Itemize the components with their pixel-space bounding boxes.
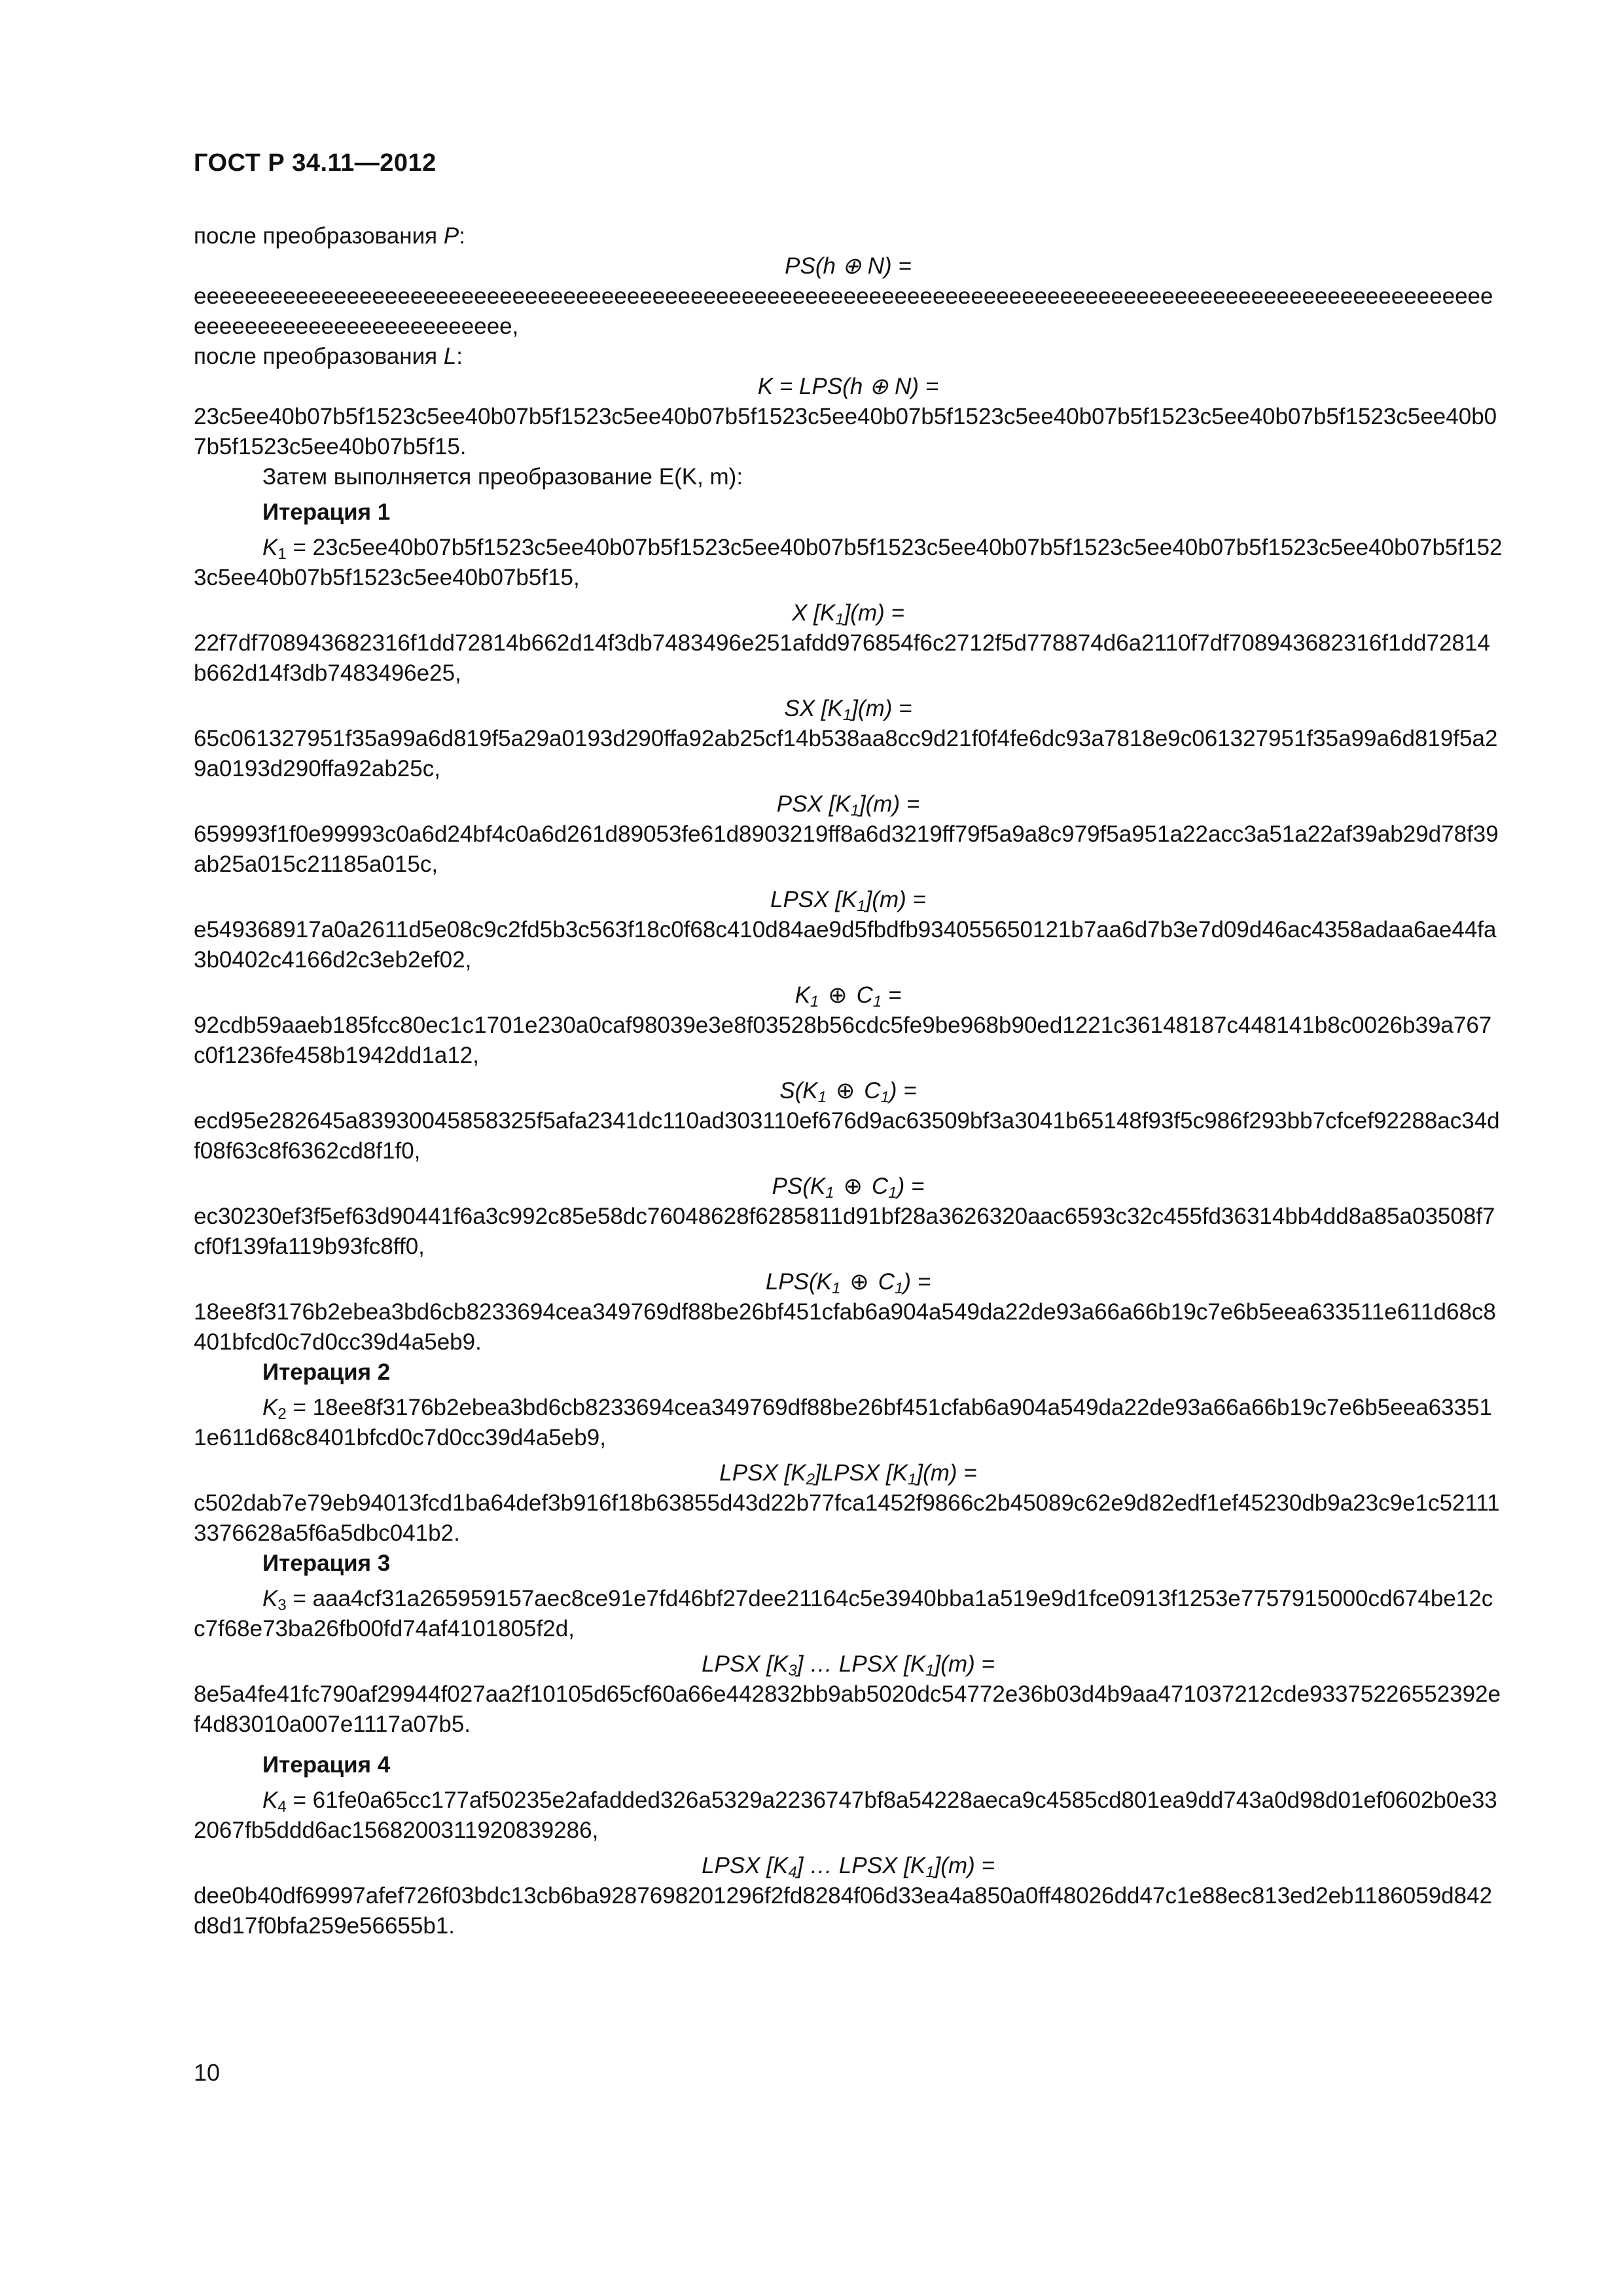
hex-value: c502dab7e79eb94013fcd1ba64def3b916f18b63855d43d22b77fca1452f9866c2b45089c62e9d82edf1ef45230db9a23c9e1c521113376628a5f6a5dbc041b2. [194, 1490, 1500, 1546]
formula-lpsx: LPSX $[K_1](m)$ = [770, 887, 926, 915]
key-k3: $K_3 = aaa4cf31a265959157aec8ce91e7fd46bf27dee21164c5e3940bba1a519e9d1fce0913f1253e7757915000cd674be12cc7f68e73ba26fb00fd74af41$01805f2d, [194, 1586, 1493, 1641]
formula-k1-xor-c1: $K_1$ ⊕ $C_1$ = [794, 982, 902, 1011]
document-body [194, 221, 1503, 1941]
formula-sx: SX $[K_1](m)$ = [784, 696, 912, 724]
formula-ps-k1-c1: $PS(K_1$ ⊕ $C_1$) = [772, 1174, 925, 1202]
formula-ps-hn: PS(h ⊕ N) = [785, 253, 912, 279]
key-k2: $K_2$ = 18ee8f3176b2ebea3bd6cb8233694cea349769df88be26bf451cfab6a904a549da22de93a66a66b19c7e6b5eea633511e611d68c8401bfcd0c7d0cc39d4a5eb9, [194, 1395, 1492, 1450]
key-k1: $K_1 = 23c5ee40b07b5f1523c5ee40b07b5f1523c5ee40b07b5f1523c5ee40b07b5f1523c5ee40b07b5f1523c5ee40b07b5f1523c5ee40b07b5f1523c5ee40$b07b5f15, [194, 535, 1503, 590]
key-k4: $K_4$ = 61fe0a65cc177af50235e2afadded326a5329a2236747bf8a54228aeca9c4585cd801ea9dd743a0d98d01ef0602b0e332067fb5ddd6ac1568200311920839286, [194, 1787, 1497, 1843]
iteration-heading: Итерация 1 [262, 499, 391, 525]
hex-value: 23c5ee40b07b5f1523c5ee40b07b5f1523c5ee40b07b5f1523c5ee40b07b5f1523c5ee40b07b5f1523c5ee40b07b5f1523c5ee40b07b5f1523c5ee40b07b5f15. [194, 404, 1497, 459]
page-number: 10 [194, 2059, 221, 2086]
document-header: ГОСТ Р 34.11—2012 [194, 149, 437, 177]
formula-lps-k1-c1: $LPS(K_1$ ⊕ $C_1$) = [765, 1269, 931, 1297]
formula-s-k1-c1: $S(K_1$ ⊕ $C_1$) = [779, 1078, 917, 1106]
formula-iteration-4: LPSX $[K_4]$ … LPSX $[K_1](m)$ = [702, 1853, 995, 1881]
formula-k-lps: K = LPS(h ⊕ N) = [757, 374, 939, 399]
iteration-heading: Итерация 2 [262, 1359, 391, 1385]
iteration-heading: Итерация 3 [262, 1551, 391, 1576]
formula-iteration-2: LPSX $[K_2]LPSX$ $[K_1](m)$ = [719, 1460, 977, 1488]
hex-value: ecd95e282645a83930045858325f5afa2341dc110ad303110ef676d9ac63509bf3a3041b65148f93f5c986f293bb7cfcef92288ac34df08f63c8f6362cd8f1f0, [194, 1108, 1500, 1164]
text-line: Затем выполняется преобразование E(K, m): [262, 464, 743, 490]
hex-value: 65c061327951f35a99a6d819f5a29a0193d290ffa92ab25cf14b538aa8cc9d21f0f4fe6dc93a7818e9c061327951f35a99a6d819f5a29a0193d290ffa92ab25c, [194, 726, 1498, 781]
formula-iteration-3: LPSX $[K_3]$ … LPSX $[K_1](m)$ = [702, 1651, 995, 1679]
hex-value: 659993f1f0e99993c0a6d24bf4c0a6d261d89053fe61d8903219ff8a6d3219ff79f5a9a8c979f5a951a22acc3a51a22af39ab29d78f39ab25a015c21185a015c, [194, 821, 1499, 877]
text-line: после преобразования P: [194, 223, 465, 249]
hex-value: dee0b40df69997afef726f03bdc13cb6ba9287698201296f2fd8284f06d33ea4a850a0ff48026dd47c1e88ec813ed2eb1186059d842d8d17f0bfa259e56655b1. [194, 1883, 1493, 1939]
hex-value: 22f7df708943682316f1dd72814b662d14f3db7483496e251afdd976854f6c2712f5d778874d6a2110f7df708943682316f1dd72814b662d14f3db7483496e25, [194, 630, 1490, 686]
text-line: после преобразования L: [194, 344, 463, 369]
iteration-heading: Итерация 4 [262, 1752, 391, 1778]
formula-x: X $[K_1](m)$ = [792, 600, 904, 628]
hex-value: 92cdb59aaeb185fcc80ec1c1701e230a0caf98039e3e8f03528b56cdc5fe9be968b90ed1221c36148187c448141b8c0026b39a767c0f1236fe458b1942dd1a12, [194, 1013, 1492, 1068]
hex-value: 8e5a4fe41fc790af29944f027aa2f10105d65cf60a66e442832bb9ab5020dc54772e36b03d4b9aa471037212cde93375226552392ef4d83010a007e1117a07b5. [194, 1681, 1501, 1737]
hex-value: ec30230ef3f5ef63d90441f6a3c992c85e58dc76048628f6285811d91bf28a3626320aac6593c32c455fd36314bb4dd8a85a03508f7cf0f139fa119b93fc8ff0, [194, 1204, 1495, 1259]
hex-value: e549368917a0a2611d5e08c9c2fd5b3c563f18c0f68c410d84ae9d5fbdfb934055650121b7aa6d7b3e7d09d46ac4358adaa6ae44fa3b0402c4166d2c3eb2ef02, [194, 917, 1497, 973]
hex-value: eeeeeeeeeeeeeeeeeeeeeeeeeeeeeeeeeeeeeeeeeeeeeeeeeeeeeeeeeeeeeeeeeeeeeeeeeeeeeeeeeeeeeeeeeeeeeeeeeeeeeeeeeeeeeeeeeeeeeeeeeeeeeee, [194, 283, 1493, 339]
hex-value: 18ee8f3176b2ebea3bd6cb8233694cea349769df88be26bf451cfab6a904a549da22de93a66a66b19c7e6b5eea633511e611d68c8401bfcd0c7d0cc39d4a5eb9. [194, 1299, 1496, 1355]
formula-psx: PSX $[K_1](m)$ = [776, 791, 920, 819]
